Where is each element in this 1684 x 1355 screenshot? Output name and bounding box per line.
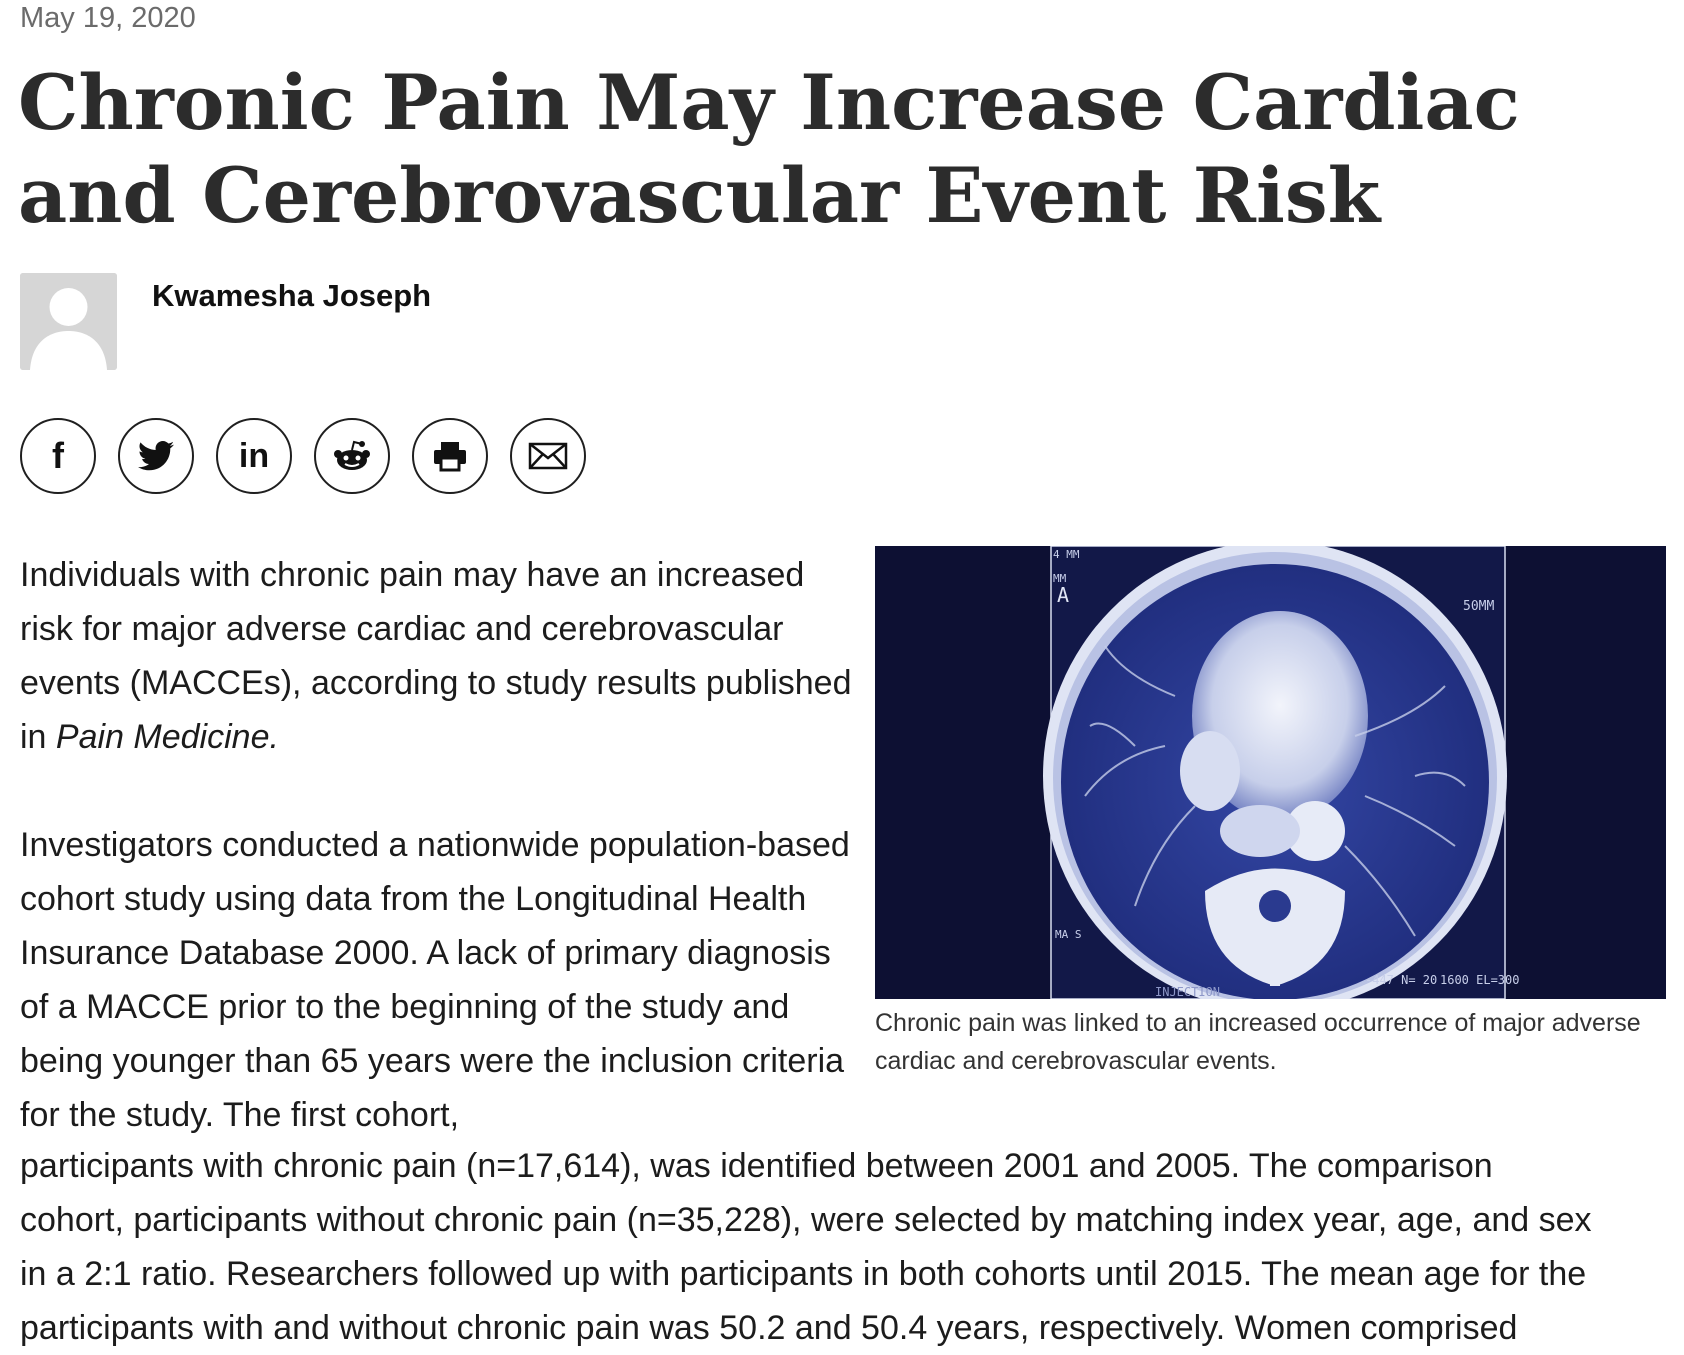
linkedin-icon: in [238, 436, 270, 475]
body-line: cohort, participants without chronic pain (n=35,228), were selected by matching index year, age, and sex [20, 1201, 1592, 1239]
paragraph-intro: Individuals with chronic pain may have an increased risk for major adverse cardiac and cerebrovascular events (MACCEs), according to study results published in Pain Medicine. [20, 556, 852, 756]
article-title: Chronic Pain May Increase Cardiac and Cerebrovascular Event Risk [18, 58, 1520, 240]
reddit-icon [332, 440, 372, 472]
article-body-column [20, 548, 855, 1196]
share-bar [20, 418, 586, 494]
email-share-button[interactable] [510, 418, 586, 494]
paragraph-methods: Investigators conducted a nationwide population-based cohort study using data from the Longitudinal Health Insurance Database 2000. A lack of primary diagnosis of a MACCE prior to the beginning of the study and being younger than 65 years were the inclusion criteria for the study. The first cohort, [20, 826, 850, 1134]
print-icon [432, 440, 468, 472]
share-reddit-button[interactable] [314, 418, 390, 494]
publish-date: May 19, 2020 [20, 2, 196, 34]
body-line: participants with and without chronic pain was 50.2 and 50.4 years, respectively. Women comprised [20, 1309, 1518, 1347]
journal-name: Pain Medicine. [55, 718, 279, 756]
figure-caption: Chronic pain was linked to an increased occurrence of major adverse cardiac and cerebrovascular events. [875, 1009, 1641, 1075]
author-name[interactable]: Kwamesha Joseph [152, 278, 432, 313]
share-twitter-button[interactable] [118, 418, 194, 494]
facebook-icon: f [52, 435, 64, 476]
twitter-icon [138, 441, 174, 471]
share-linkedin-button[interactable] [216, 418, 292, 494]
ct-scan-graphic [875, 546, 1666, 999]
article-figure [875, 546, 1666, 1080]
avatar-placeholder-icon [20, 273, 117, 370]
scan-marker: A [1057, 583, 1070, 607]
print-button[interactable] [412, 418, 488, 494]
scan-n-value: -447 N= 20 [1365, 973, 1438, 987]
scan-label-top-left: 4 MM [1053, 548, 1080, 561]
share-facebook-button[interactable] [20, 418, 96, 494]
scan-injection-label: INJECTION [1155, 985, 1221, 999]
body-line: in a 2:1 ratio. Researchers followed up with participants in both cohorts until 2015. The mean age for the [20, 1255, 1587, 1293]
body-line: participants with chronic pain (n=17,614), was identified between 2001 and 2005. The comparison [20, 1147, 1493, 1185]
email-icon [528, 442, 568, 470]
scan-label-bottom-left: MA S [1055, 928, 1082, 941]
scan-scale-label: 50MM [1463, 599, 1495, 614]
scan-el-value: 1600 EL=300 [1440, 973, 1520, 987]
ct-scan-image[interactable] [875, 546, 1666, 999]
author-avatar[interactable] [20, 273, 117, 370]
article-body-full-width [20, 1139, 1680, 1355]
scan-label-top-left-2: MM [1053, 572, 1067, 585]
